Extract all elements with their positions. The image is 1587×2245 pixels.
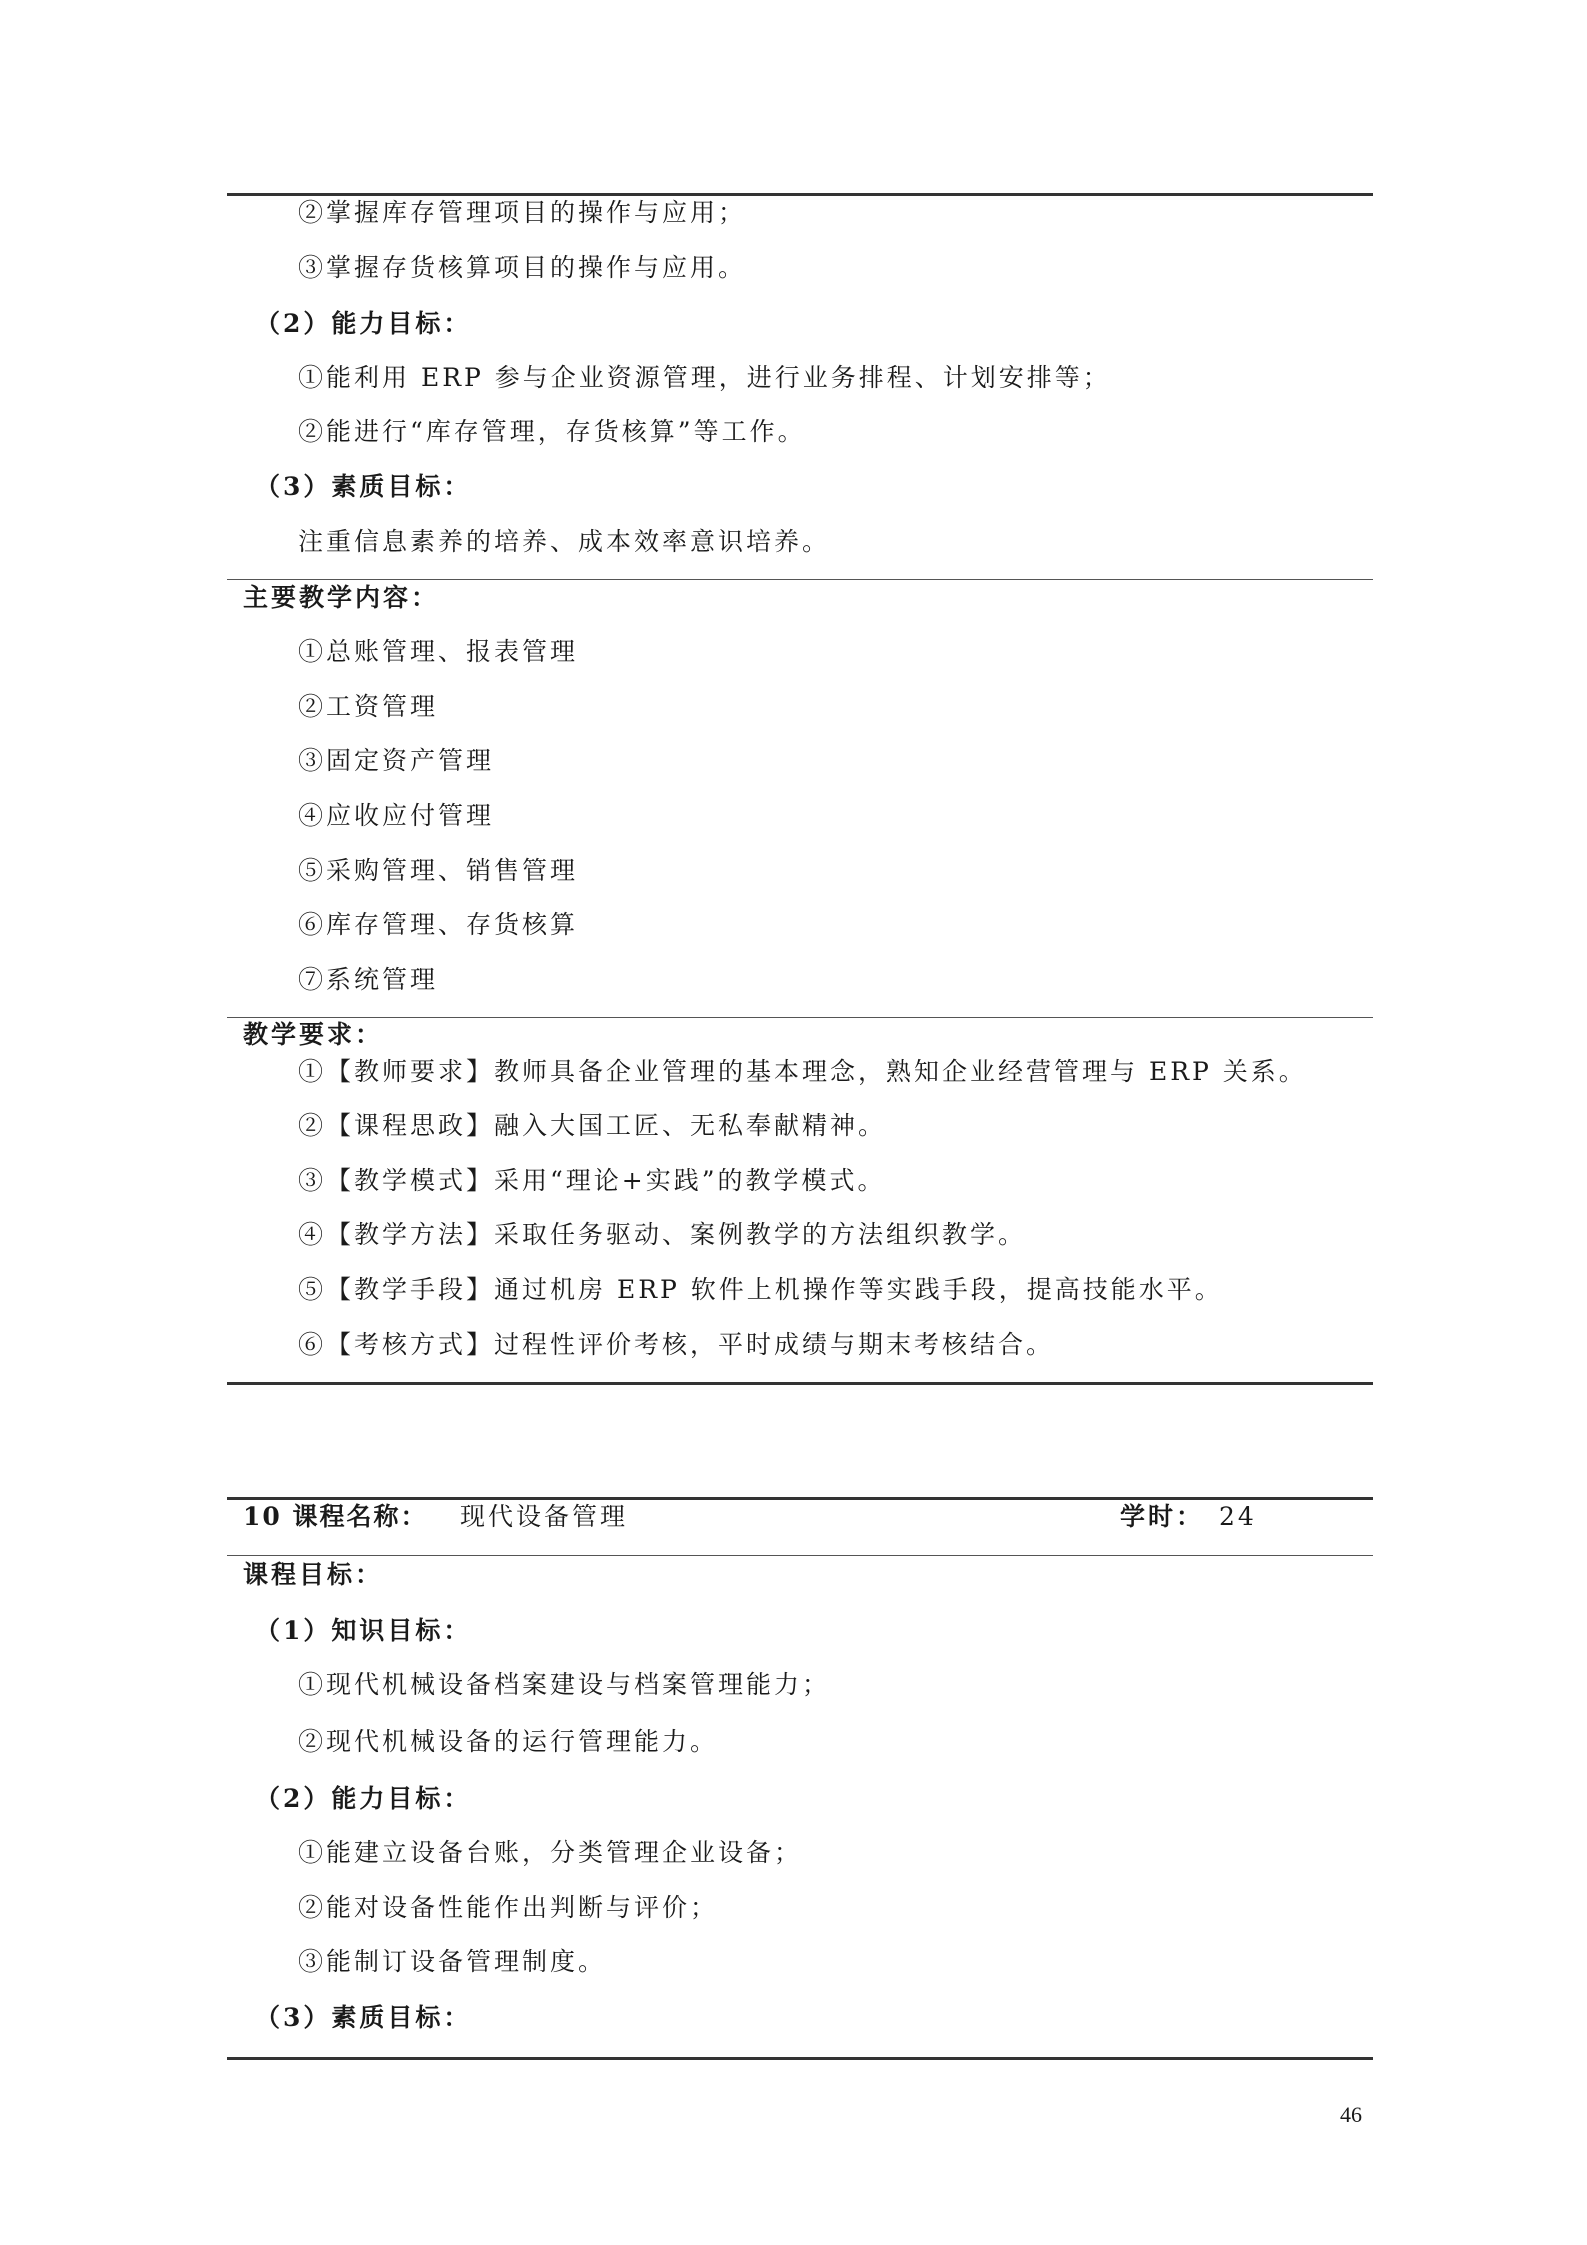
requirement-item: ④【教学方法】采取任务驱动、案例教学的方法组织教学。: [298, 1220, 1027, 1249]
course10-knowledge-item: ②现代机械设备的运行管理能力。: [298, 1727, 719, 1756]
content-item: ②工资管理: [298, 692, 439, 721]
section-divider: [227, 1017, 1373, 1018]
requirement-item: ⑥【考核方式】过程性评价考核，平时成绩与期末考核结合。: [298, 1330, 1055, 1359]
quality-heading: （3）素质目标：: [255, 472, 472, 501]
course10-ability-item: ②能对设备性能作出判断与评价；: [298, 1893, 719, 1922]
course10-ability-item: ①能建立设备台账，分类管理企业设备；: [298, 1838, 803, 1867]
course10-name-value: 现代设备管理: [460, 1502, 629, 1531]
ability-heading: （2）能力目标：: [255, 309, 472, 338]
content-item: ③固定资产管理: [298, 746, 495, 775]
content-item: ⑦系统管理: [298, 965, 439, 994]
knowledge-item-2: ②掌握库存管理项目的操作与应用；: [298, 198, 747, 227]
ability-item-2: ②能进行“库存管理，存货核算”等工作。: [298, 417, 806, 446]
section-divider: [227, 579, 1373, 580]
requirement-item: ①【教师要求】教师具备企业管理的基本理念，熟知企业经营管理与 ERP 关系。: [298, 1057, 1307, 1086]
course10-hours-value: 24: [1219, 1502, 1257, 1531]
ability-item-1: ①能利用 ERP 参与企业资源管理，进行业务排程、计划安排等；: [298, 363, 1111, 392]
content-item: ①总账管理、报表管理: [298, 637, 579, 666]
course10-bottom-border: [227, 2057, 1373, 2060]
course10-knowledge-heading: （1）知识目标：: [255, 1616, 472, 1645]
course10-goals-heading: 课程目标：: [243, 1560, 384, 1589]
requirements-heading: 教学要求：: [243, 1020, 384, 1049]
course10-ability-item: ③能制订设备管理制度。: [298, 1947, 607, 1976]
requirement-item: ⑤【教学手段】通过机房 ERP 软件上机操作等实践手段，提高技能水平。: [298, 1275, 1223, 1304]
table-top-border: [227, 193, 1373, 196]
quality-text: 注重信息素养的培养、成本效率意识培养。: [298, 527, 831, 556]
course10-hours-label: 学时：: [1120, 1502, 1205, 1531]
content-item: ④应收应付管理: [298, 801, 495, 830]
course10-name-label: 10 课程名称：: [243, 1502, 428, 1531]
course10-knowledge-item: ①现代机械设备档案建设与档案管理能力；: [298, 1670, 831, 1699]
content-heading: 主要教学内容：: [243, 583, 440, 612]
page-number: 46: [1340, 2102, 1362, 2127]
course10-header-divider: [227, 1555, 1373, 1556]
requirement-item: ③【教学模式】采用“理论+实践”的教学模式。: [298, 1166, 886, 1195]
content-item: ⑥库存管理、存货核算: [298, 910, 579, 939]
requirement-item: ②【课程思政】融入大国工匠、无私奉献精神。: [298, 1111, 887, 1140]
course10-ability-heading: （2）能力目标：: [255, 1784, 472, 1813]
table-bottom-border: [227, 1382, 1373, 1385]
knowledge-item-3: ③掌握存货核算项目的操作与应用。: [298, 253, 747, 282]
course10-top-border: [227, 1497, 1373, 1500]
content-item: ⑤采购管理、销售管理: [298, 856, 579, 885]
course10-quality-heading: （3）素质目标：: [255, 2003, 472, 2032]
